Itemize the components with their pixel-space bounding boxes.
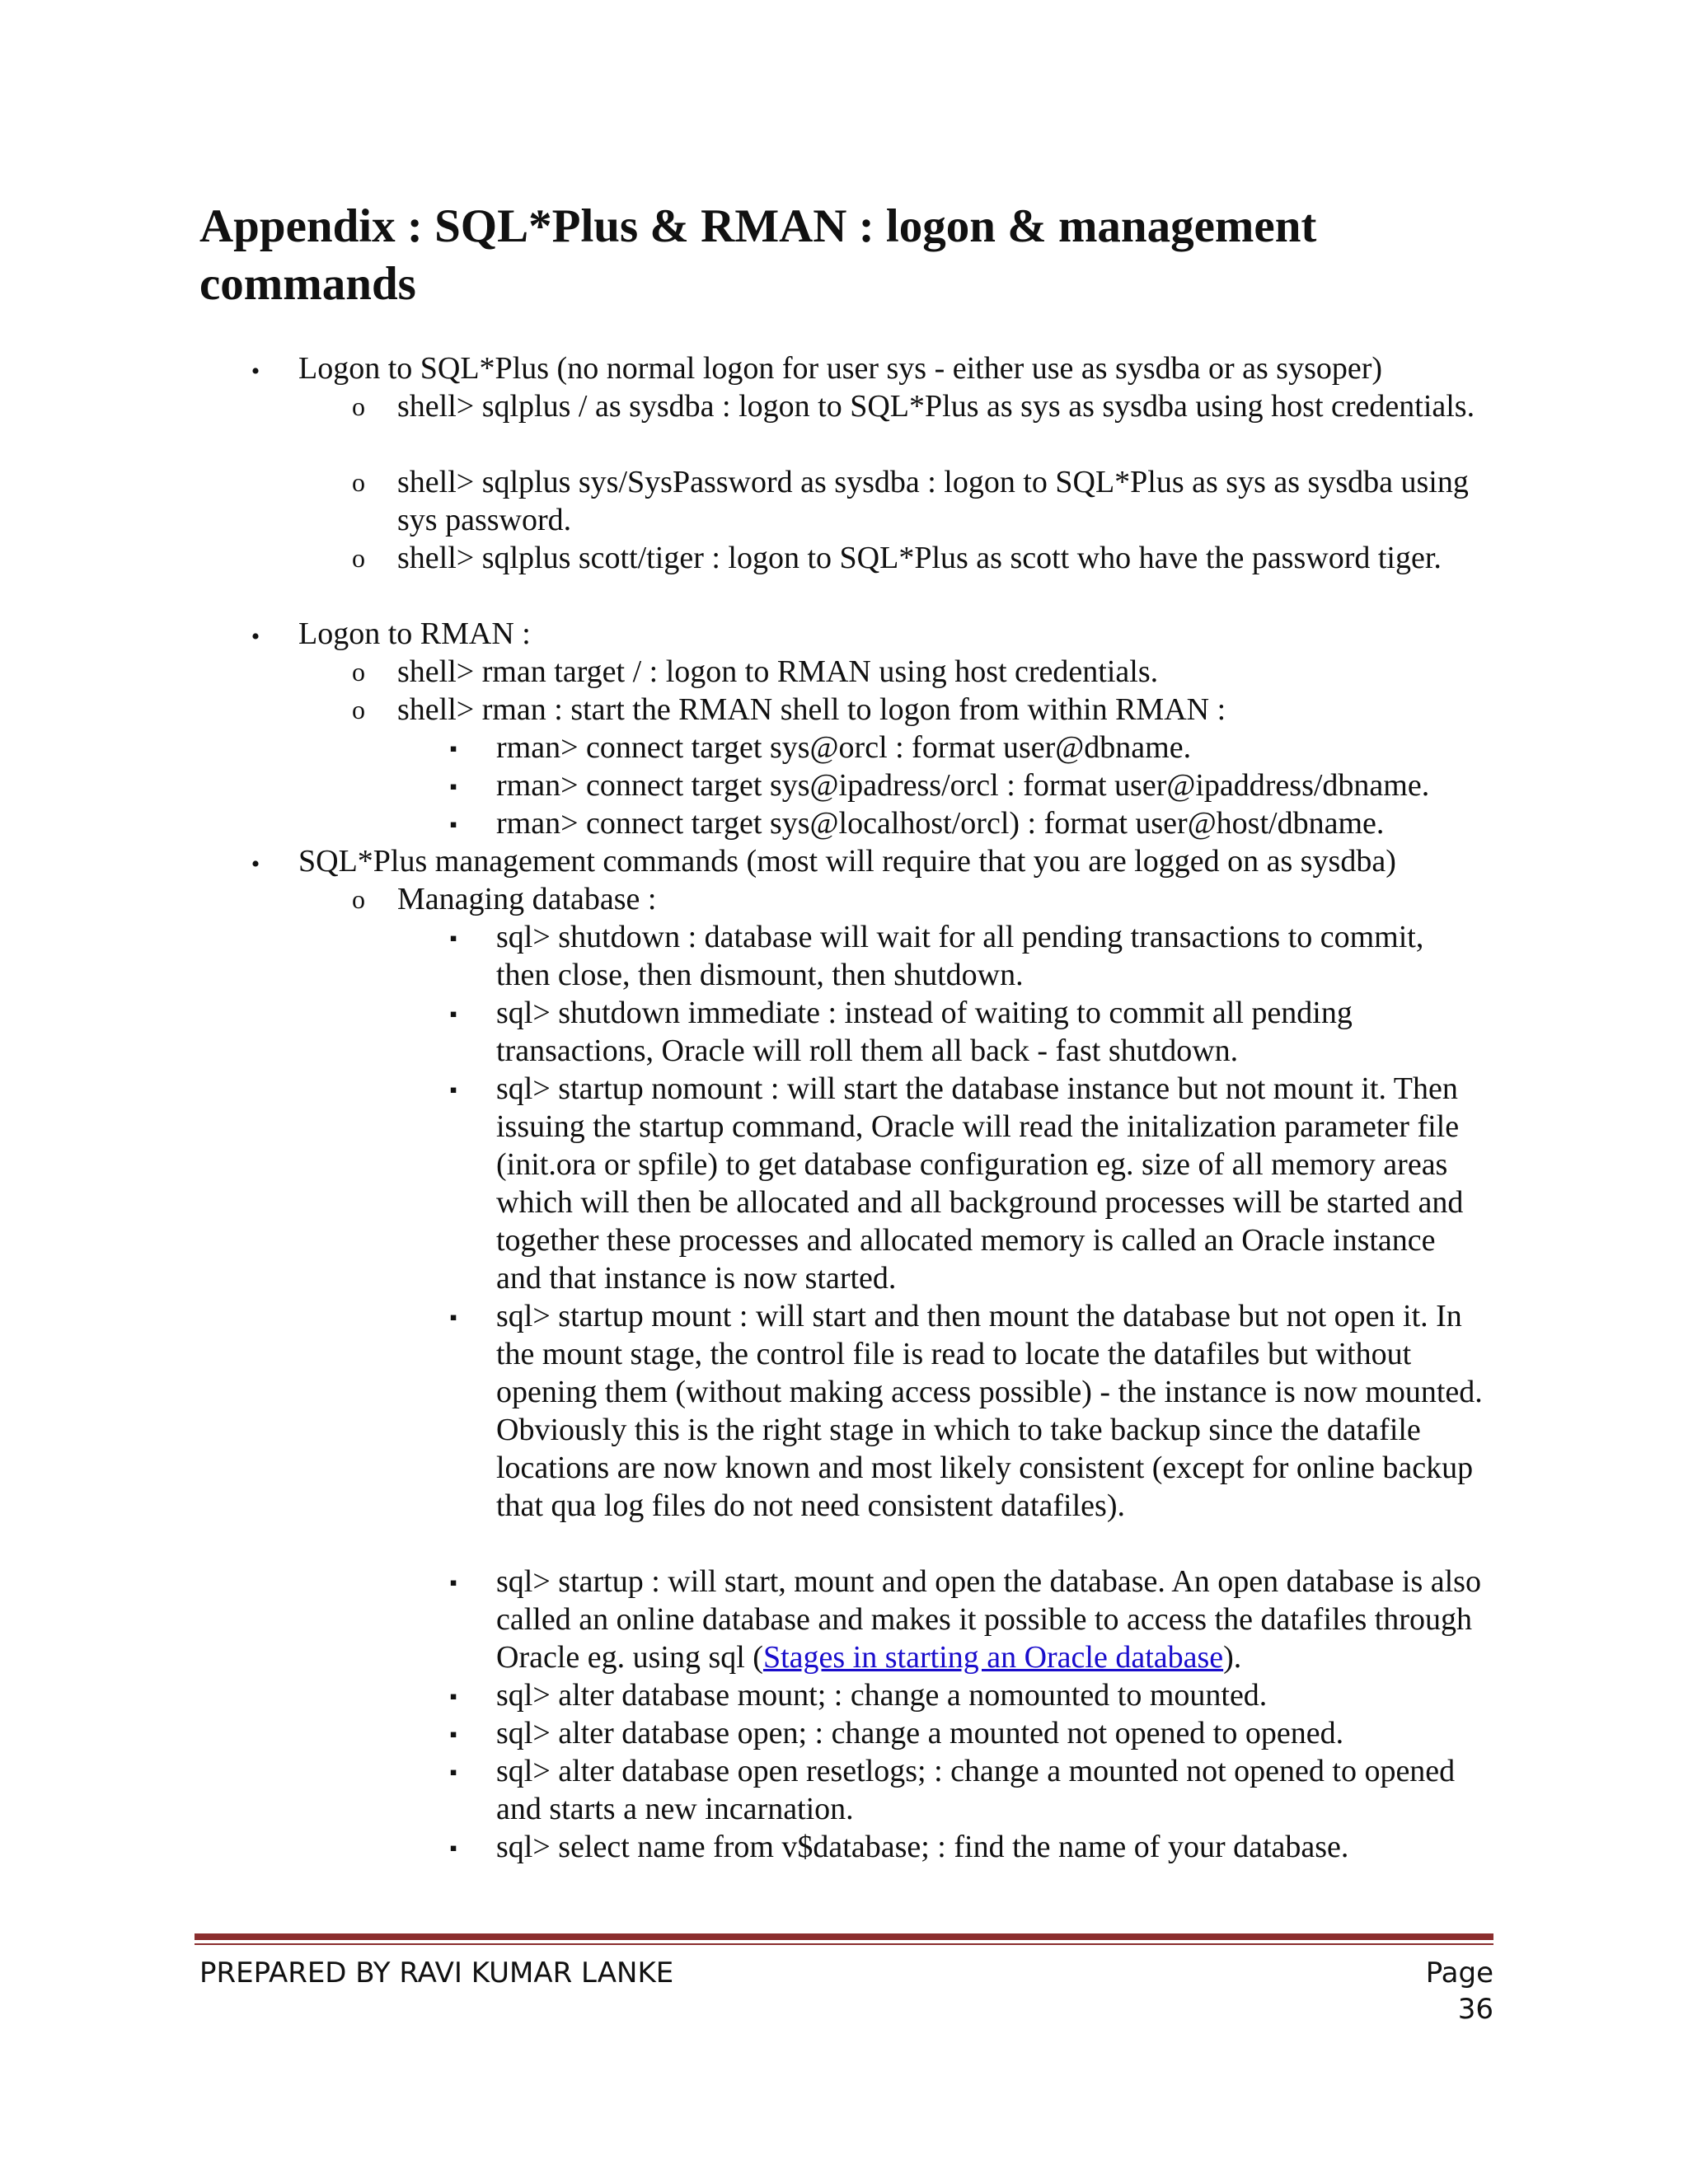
list-item-alter-mount: sql> alter database mount; : change a nomounted to mounted. bbox=[496, 1678, 1268, 1713]
list-item-alter-open: sql> alter database open; : change a mounted not opened to opened. bbox=[496, 1716, 1344, 1750]
footer-rule-thin bbox=[195, 1943, 1493, 1945]
bullet-level2: o bbox=[352, 657, 365, 687]
bullet-level2: o bbox=[352, 543, 365, 573]
bullet-level3: ▪ bbox=[449, 737, 457, 761]
list-item-logon-rman: Logon to RMAN : bbox=[298, 616, 531, 651]
bullet-level1: • bbox=[251, 851, 260, 878]
bullet-level3: ▪ bbox=[449, 1305, 457, 1329]
startup-text-end: ). bbox=[1223, 1640, 1242, 1675]
bullet-level2: o bbox=[352, 467, 365, 497]
list-item-startup-nomount: sql> startup nomount : will start the database instance but not mount it. Then issuing the startup command, Oracle will read the initalization parameter file (init.ora or spfile) to get database configuration eg. size of all memory areas which will then be allocated and all background processes will be started and together these processes and allocated memory is called an Oracle instance and that instance is now started. bbox=[496, 1071, 1464, 1296]
list-item-startup bbox=[496, 1563, 1485, 1676]
list-item-select-name: sql> select name from v$database; : find the name of your database. bbox=[496, 1830, 1349, 1864]
list-item-sqlplus-mgmt: SQL*Plus management commands (most will require that you are logged on as sysdba) bbox=[298, 844, 1396, 879]
bullet-level2: o bbox=[352, 391, 365, 421]
list-item-rman-connect-ipadress: rman> connect target sys@ipadress/orcl : format user@ipaddress/dbname. bbox=[496, 768, 1430, 803]
list-item-sqlplus-sysdba-password: shell> sqlplus sys/SysPassword as sysdba : logon to SQL*Plus as sys as sysdba using sys password. bbox=[397, 465, 1469, 537]
bullet-level3: ▪ bbox=[449, 1078, 457, 1102]
bullet-level2: o bbox=[352, 884, 365, 914]
footer-author: PREPARED BY RAVI KUMAR LANKE bbox=[199, 1957, 674, 1990]
list-item-rman-connect-localhost: rman> connect target sys@localhost/orcl) : format user@host/dbname. bbox=[496, 806, 1385, 841]
bullet-level1: • bbox=[251, 358, 260, 385]
list-item-shutdown: sql> shutdown : database will wait for all pending transactions to commit, then close, then dismount, then shutdown. bbox=[496, 920, 1424, 992]
bullet-level3: ▪ bbox=[449, 1760, 457, 1784]
page-number: Page 36 bbox=[1425, 1957, 1493, 2026]
list-item-logon-sqlplus: Logon to SQL*Plus (no normal logon for user sys - either use as sysdba or as sysoper) bbox=[298, 351, 1383, 386]
bullet-level3: ▪ bbox=[449, 926, 457, 950]
bullet-level3: ▪ bbox=[449, 775, 457, 799]
list-item-startup-mount: sql> startup mount : will start and then mount the database but not open it. In the mount stage, the control file is read to locate the datafiles but without opening them (without making access possible) - the instance is now mounted. Obviously this is the right stage in which to take backup since the datafile locations are now known and most likely consistent (except for online backup that qua log files do not need consistent datafiles). bbox=[496, 1299, 1483, 1523]
list-item-rman-connect-orcl: rman> connect target sys@orcl : format user@dbname. bbox=[496, 730, 1192, 765]
list-item-rman-shell: shell> rman : start the RMAN shell to logon from within RMAN : bbox=[397, 692, 1226, 727]
bullet-level3: ▪ bbox=[449, 1002, 457, 1026]
list-item-sqlplus-sysdba-host: shell> sqlplus / as sysdba : logon to SQL*Plus as sys as sysdba using host credentials. bbox=[397, 389, 1475, 424]
stages-link[interactable]: Stages in starting an Oracle database bbox=[762, 1640, 1224, 1675]
bullet-level1: • bbox=[251, 623, 260, 650]
list-item-sqlplus-scott: shell> sqlplus scott/tiger : logon to SQL*Plus as scott who have the password tiger. bbox=[397, 541, 1442, 575]
list-item-alter-resetlogs: sql> alter database open resetlogs; : change a mounted not opened to opened and starts a new incarnation. bbox=[496, 1754, 1456, 1826]
page-title: Appendix : SQL*Plus & RMAN : logon & management commands bbox=[199, 200, 1317, 310]
list-item-managing-db: Managing database : bbox=[397, 882, 657, 916]
bullet-level3: ▪ bbox=[449, 1722, 457, 1746]
bullet-level3: ▪ bbox=[449, 1571, 457, 1595]
list-item-rman-target: shell> rman target / : logon to RMAN using host credentials. bbox=[397, 654, 1159, 689]
bullet-level3: ▪ bbox=[449, 1685, 457, 1708]
footer-rule bbox=[195, 1933, 1493, 1940]
bullet-level3: ▪ bbox=[449, 813, 457, 837]
bullet-level2: o bbox=[352, 695, 365, 724]
startup-text: sql> startup : will start, mount and open the database. An open database is also called an online database and makes it possible to access the datafiles through Oracle eg. using sql ( bbox=[496, 1564, 1481, 1675]
bullet-level3: ▪ bbox=[449, 1836, 457, 1860]
list-item-shutdown-immediate: sql> shutdown immediate : instead of waiting to commit all pending transactions, Oracle will roll them all back - fast shutdown. bbox=[496, 996, 1353, 1068]
